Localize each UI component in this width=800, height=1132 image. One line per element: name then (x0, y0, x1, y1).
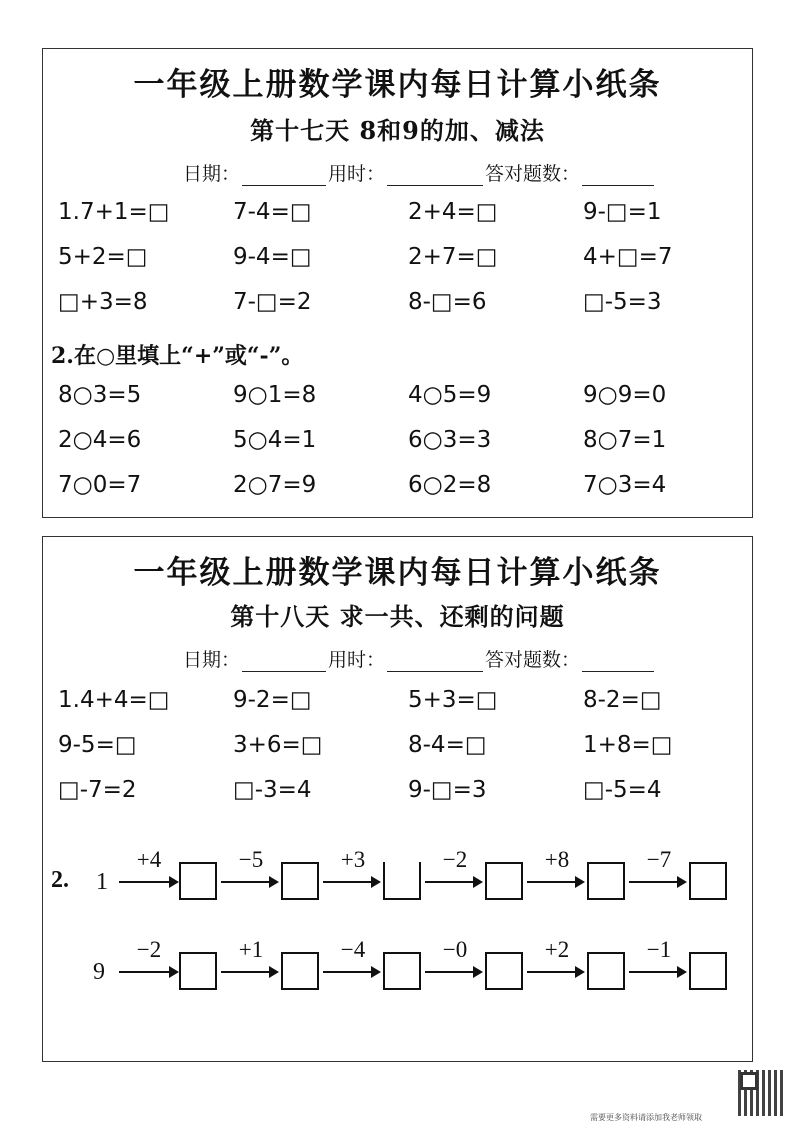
chain-operation: −4 (340, 937, 366, 962)
chain-operation: −2 (136, 937, 162, 962)
problem: 7-□=2 (233, 289, 312, 315)
problem-row (58, 244, 748, 276)
problem: 8-□=6 (408, 289, 487, 315)
problem: 7○0=7 (58, 472, 142, 498)
card-title: 一年级上册数学课内每日计算小纸条 (133, 555, 662, 591)
answer-box[interactable] (587, 952, 625, 990)
worksheet-card-day18 (42, 536, 753, 1062)
date-blank[interactable] (242, 165, 326, 186)
problem: 5○4=1 (233, 427, 317, 453)
answer-box[interactable] (485, 862, 523, 900)
score-blank[interactable] (582, 651, 654, 672)
arrow-icon (323, 881, 379, 883)
arrow-icon (221, 881, 277, 883)
worksheet-card-day17 (42, 48, 753, 518)
problem-row (58, 199, 748, 231)
answer-box[interactable] (383, 862, 421, 900)
problem: 9-□=1 (583, 199, 662, 225)
problem: 6○3=3 (408, 427, 492, 453)
date-label: 日期： (183, 163, 241, 185)
card-title: 一年级上册数学课内每日计算小纸条 (133, 67, 662, 103)
problem-row (58, 732, 748, 764)
time-label: 用时： (328, 649, 386, 671)
card-subtitle: 第十八天 求一共、还剩的问题 (230, 602, 565, 631)
problem: 9-□=3 (408, 777, 487, 803)
problem: 1.4+4=□ (58, 687, 170, 713)
answer-box[interactable] (485, 952, 523, 990)
answer-box[interactable] (179, 952, 217, 990)
arrow-icon (323, 971, 379, 973)
chain-operation: +4 (136, 847, 162, 872)
problem-row (58, 382, 748, 414)
problem: □-5=4 (583, 777, 662, 803)
qr-code-icon (738, 1070, 784, 1116)
chain-operation: −0 (442, 937, 468, 962)
problem: 8-4=□ (408, 732, 487, 758)
answer-box[interactable] (383, 952, 421, 990)
problem: 1+8=□ (583, 732, 673, 758)
problem: □+3=8 (58, 289, 148, 315)
arrow-icon (119, 881, 177, 883)
chain-operation: +2 (544, 937, 570, 962)
chain-operation: +8 (544, 847, 570, 872)
time-blank[interactable] (387, 651, 483, 672)
arrow-icon (527, 881, 583, 883)
score-label: 答对题数： (485, 163, 581, 185)
problem-row (58, 472, 748, 504)
problem-row (58, 777, 748, 809)
problem: 1.7+1=□ (58, 199, 170, 225)
answer-box[interactable] (179, 862, 217, 900)
arrow-icon (221, 971, 277, 973)
question-2-label: 2. (51, 867, 69, 893)
problem: 3+6=□ (233, 732, 323, 758)
info-line (183, 159, 656, 186)
problem: 8-2=□ (583, 687, 662, 713)
answer-box[interactable] (587, 862, 625, 900)
chain-operation: −1 (646, 937, 672, 962)
score-blank[interactable] (582, 165, 654, 186)
problem: 2+4=□ (408, 199, 498, 225)
chain-start-number: 9 (93, 959, 105, 985)
problem-row (58, 427, 748, 459)
problem: 4○5=9 (408, 382, 492, 408)
problem: 2+7=□ (408, 244, 498, 270)
arrow-icon (629, 971, 685, 973)
problem: 5+3=□ (408, 687, 498, 713)
card-subtitle: 第十七天 8和9的加、减法 (250, 116, 545, 145)
arrow-icon (527, 971, 583, 973)
arrow-icon (119, 971, 177, 973)
question-2-label: 2.在○里填上“+”或“-”。 (51, 343, 304, 369)
chain-operation: +1 (238, 937, 264, 962)
problem: 7○3=4 (583, 472, 667, 498)
problem: 6○2=8 (408, 472, 492, 498)
date-blank[interactable] (242, 651, 326, 672)
problem-row (58, 289, 748, 321)
problem: □-5=3 (583, 289, 662, 315)
problem: 8○7=1 (583, 427, 667, 453)
answer-box[interactable] (281, 862, 319, 900)
problem: 2○7=9 (233, 472, 317, 498)
chain-start-number: 1 (96, 869, 108, 895)
arrow-icon (425, 971, 481, 973)
problem-row (58, 687, 748, 719)
problem: 7-4=□ (233, 199, 312, 225)
problem: 9-4=□ (233, 244, 312, 270)
chain-operation: +3 (340, 847, 366, 872)
problem: 8○3=5 (58, 382, 142, 408)
chain-operation: −7 (646, 847, 672, 872)
info-line (183, 645, 656, 672)
problem: □-7=2 (58, 777, 137, 803)
footer-note: 需要更多资料请添加我老师领取 (590, 1113, 702, 1122)
problem: 9○9=0 (583, 382, 667, 408)
date-label: 日期： (183, 649, 241, 671)
answer-box[interactable] (689, 862, 727, 900)
problem: 9-2=□ (233, 687, 312, 713)
problem: 9-5=□ (58, 732, 137, 758)
problem: 2○4=6 (58, 427, 142, 453)
problem: 9○1=8 (233, 382, 317, 408)
arrow-icon (425, 881, 481, 883)
answer-box[interactable] (689, 952, 727, 990)
problem: 4+□=7 (583, 244, 673, 270)
time-label: 用时： (328, 163, 386, 185)
problem: □-3=4 (233, 777, 312, 803)
score-label: 答对题数： (485, 649, 581, 671)
time-blank[interactable] (387, 165, 483, 186)
problem: 5+2=□ (58, 244, 148, 270)
chain-operation: −5 (238, 847, 264, 872)
answer-box[interactable] (281, 952, 319, 990)
arrow-icon (629, 881, 685, 883)
chain-operation: −2 (442, 847, 468, 872)
